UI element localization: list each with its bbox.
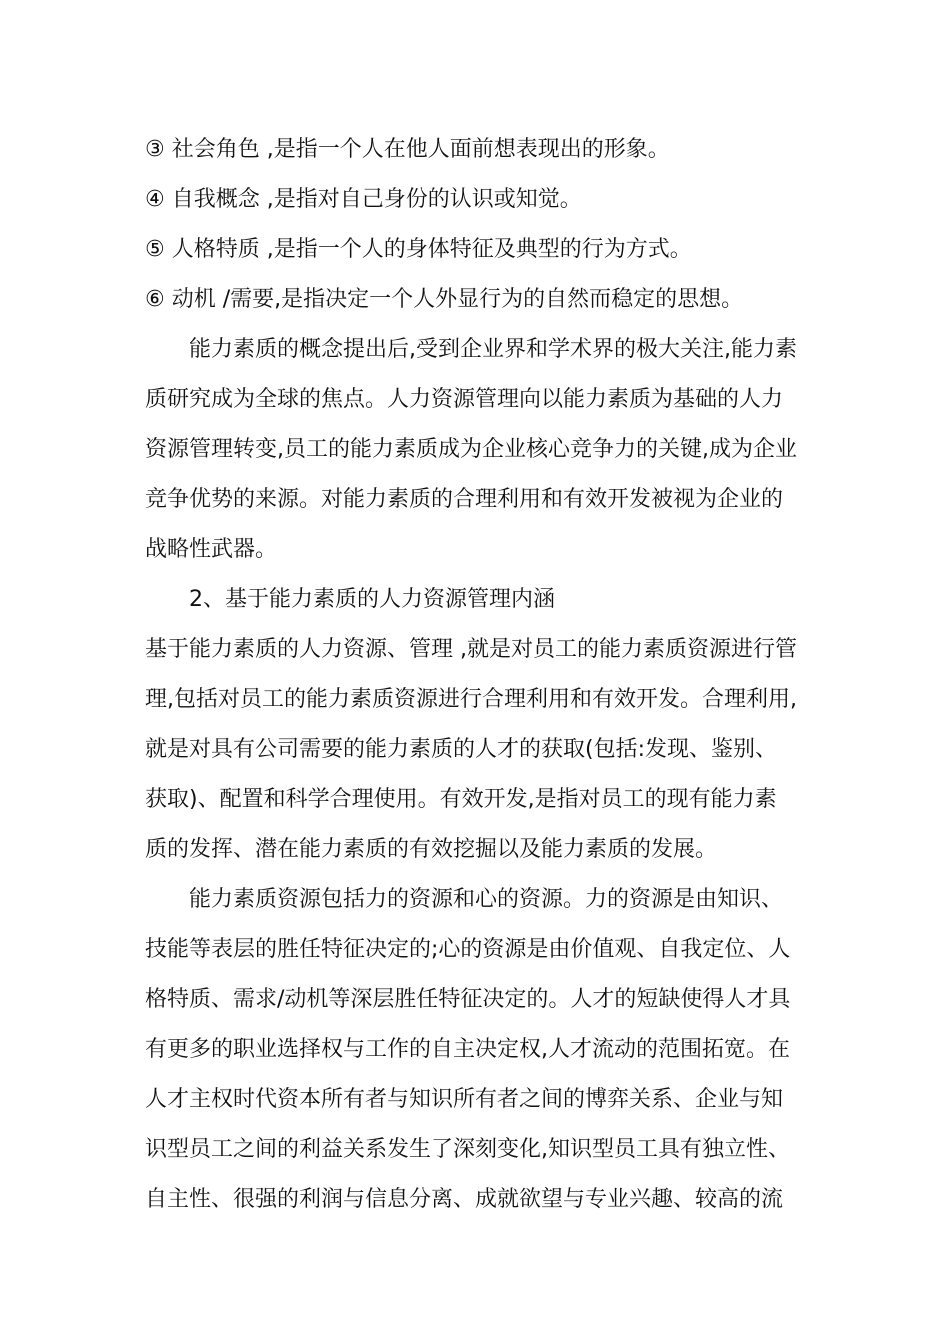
paragraph-line: 质研究成为全球的焦点。人力资源管理向以能力素质为基础的人力 (145, 387, 784, 412)
paragraph-line: 基于能力素质的人力资源、管理 ,就是对员工的能力素质资源进行管 (145, 637, 797, 662)
paragraph-line: 获取)、配置和科学合理使用。有效开发,是指对员工的现有能力素 (145, 787, 777, 812)
list-item-social-role: ③ 社会角色 ,是指一个人在他人面前想表现出的形象。 (145, 137, 670, 162)
paragraph-line: 人才主权时代资本所有者与知识所有者之间的博弈关系、企业与知 (145, 1087, 784, 1112)
list-item-self-concept: ④ 自我概念 ,是指对自己身份的认识或知觉。 (145, 187, 582, 212)
paragraph-line: 战略性武器。 (145, 537, 278, 562)
paragraph-line: 有更多的职业选择权与工作的自主决定权,人才流动的范围拓宽。在 (145, 1037, 790, 1062)
paragraph-line: 自主性、很强的利润与信息分离、成就欲望与专业兴趣、较高的流 (145, 1187, 784, 1212)
paragraph-line: 资源管理转变,员工的能力素质成为企业核心竞争力的关键,成为企业 (145, 437, 797, 462)
list-item-personality-traits: ⑤ 人格特质 ,是指一个人的身体特征及典型的行为方式。 (145, 237, 692, 262)
list-item-motivation: ⑥ 动机 /需要,是指决定一个人外显行为的自然而稳定的思想。 (145, 287, 744, 312)
paragraph-line: 技能等表层的胜任特征决定的;心的资源是由价值观、自我定位、人 (145, 937, 791, 962)
paragraph-line: 能力素质资源包括力的资源和心的资源。力的资源是由知识、 (189, 887, 784, 912)
paragraph-line: 竞争优势的来源。对能力素质的合理利用和有效开发被视为企业的 (145, 487, 784, 512)
section-heading: 2、基于能力素质的人力资源管理内涵 (189, 587, 555, 612)
paragraph-line: 能力素质的概念提出后,受到企业界和学术界的极大关注,能力素 (189, 337, 797, 362)
paragraph-line: 就是对具有公司需要的能力素质的人才的获取(包括:发现、鉴别、 (145, 737, 777, 762)
paragraph-line: 理,包括对员工的能力素质资源进行合理利用和有效开发。合理利用, (145, 687, 797, 712)
paragraph-line: 格特质、需求/动机等深层胜任特征决定的。人才的短缺使得人才具 (145, 987, 791, 1012)
paragraph-line: 识型员工之间的利益关系发生了深刻变化,知识型员工具有独立性、 (145, 1137, 790, 1162)
paragraph-line: 质的发挥、潜在能力素质的有效挖掘以及能力素质的发展。 (145, 837, 718, 862)
